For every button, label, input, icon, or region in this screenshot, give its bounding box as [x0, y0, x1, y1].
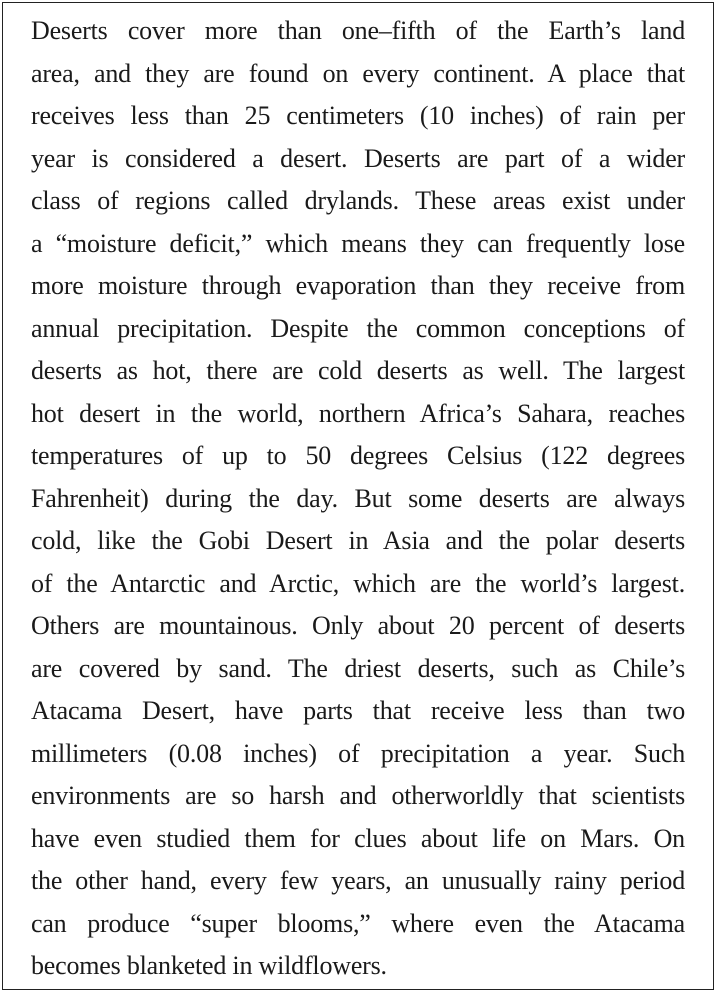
passage-line: cold, like the Gobi Desert in Asia and the polar deserts	[31, 526, 685, 555]
passage-line: a “moisture deficit,” which means they can frequently lose	[31, 228, 685, 258]
passage-line: becomes blanketed in wildflowers.	[31, 951, 387, 980]
passage-line: Others are mountainous. Only about 20 percent of deserts	[31, 611, 685, 640]
passage-line: can produce “super blooms,” where even the Atacama	[31, 908, 685, 938]
passage-line: are covered by sand. The driest deserts, such as Chile’s	[31, 653, 685, 683]
passage-box	[2, 2, 714, 990]
passage-line: class of regions called drylands. These areas exist under	[31, 186, 685, 215]
passage-line: temperatures of up to 50 degrees Celsius (122 degrees	[31, 441, 685, 470]
passage-line: deserts as hot, there are cold deserts as well. The largest	[31, 356, 685, 385]
passage-line: Atacama Desert, have parts that receive less than two	[31, 696, 685, 725]
passage-line: millimeters (0.08 inches) of precipitation a year. Such	[31, 738, 685, 768]
passage-line: hot desert in the world, northern Africa’s Sahara, reaches	[31, 398, 685, 428]
passage-line: receives less than 25 centimeters (10 inches) of rain per	[31, 101, 685, 130]
passage-line: Deserts cover more than one–fifth of the Earth’s land	[31, 16, 685, 45]
passage-text	[31, 10, 685, 988]
passage-line: year is considered a desert. Deserts are part of a wider	[31, 143, 685, 173]
passage-line: more moisture through evaporation than they receive from	[31, 271, 685, 300]
passage-line: Fahrenheit) during the day. But some deserts are always	[31, 483, 685, 513]
passage-line: have even studied them for clues about life on Mars. On	[31, 823, 685, 853]
passage-line: annual precipitation. Despite the common conceptions of	[31, 313, 685, 343]
passage-line: area, and they are found on every continent. A place that	[31, 58, 685, 88]
passage-line: of the Antarctic and Arctic, which are the world’s largest.	[31, 568, 685, 598]
passage-line: environments are so harsh and otherworldly that scientists	[31, 781, 685, 810]
passage-line: the other hand, every few years, an unusually rainy period	[31, 866, 685, 895]
